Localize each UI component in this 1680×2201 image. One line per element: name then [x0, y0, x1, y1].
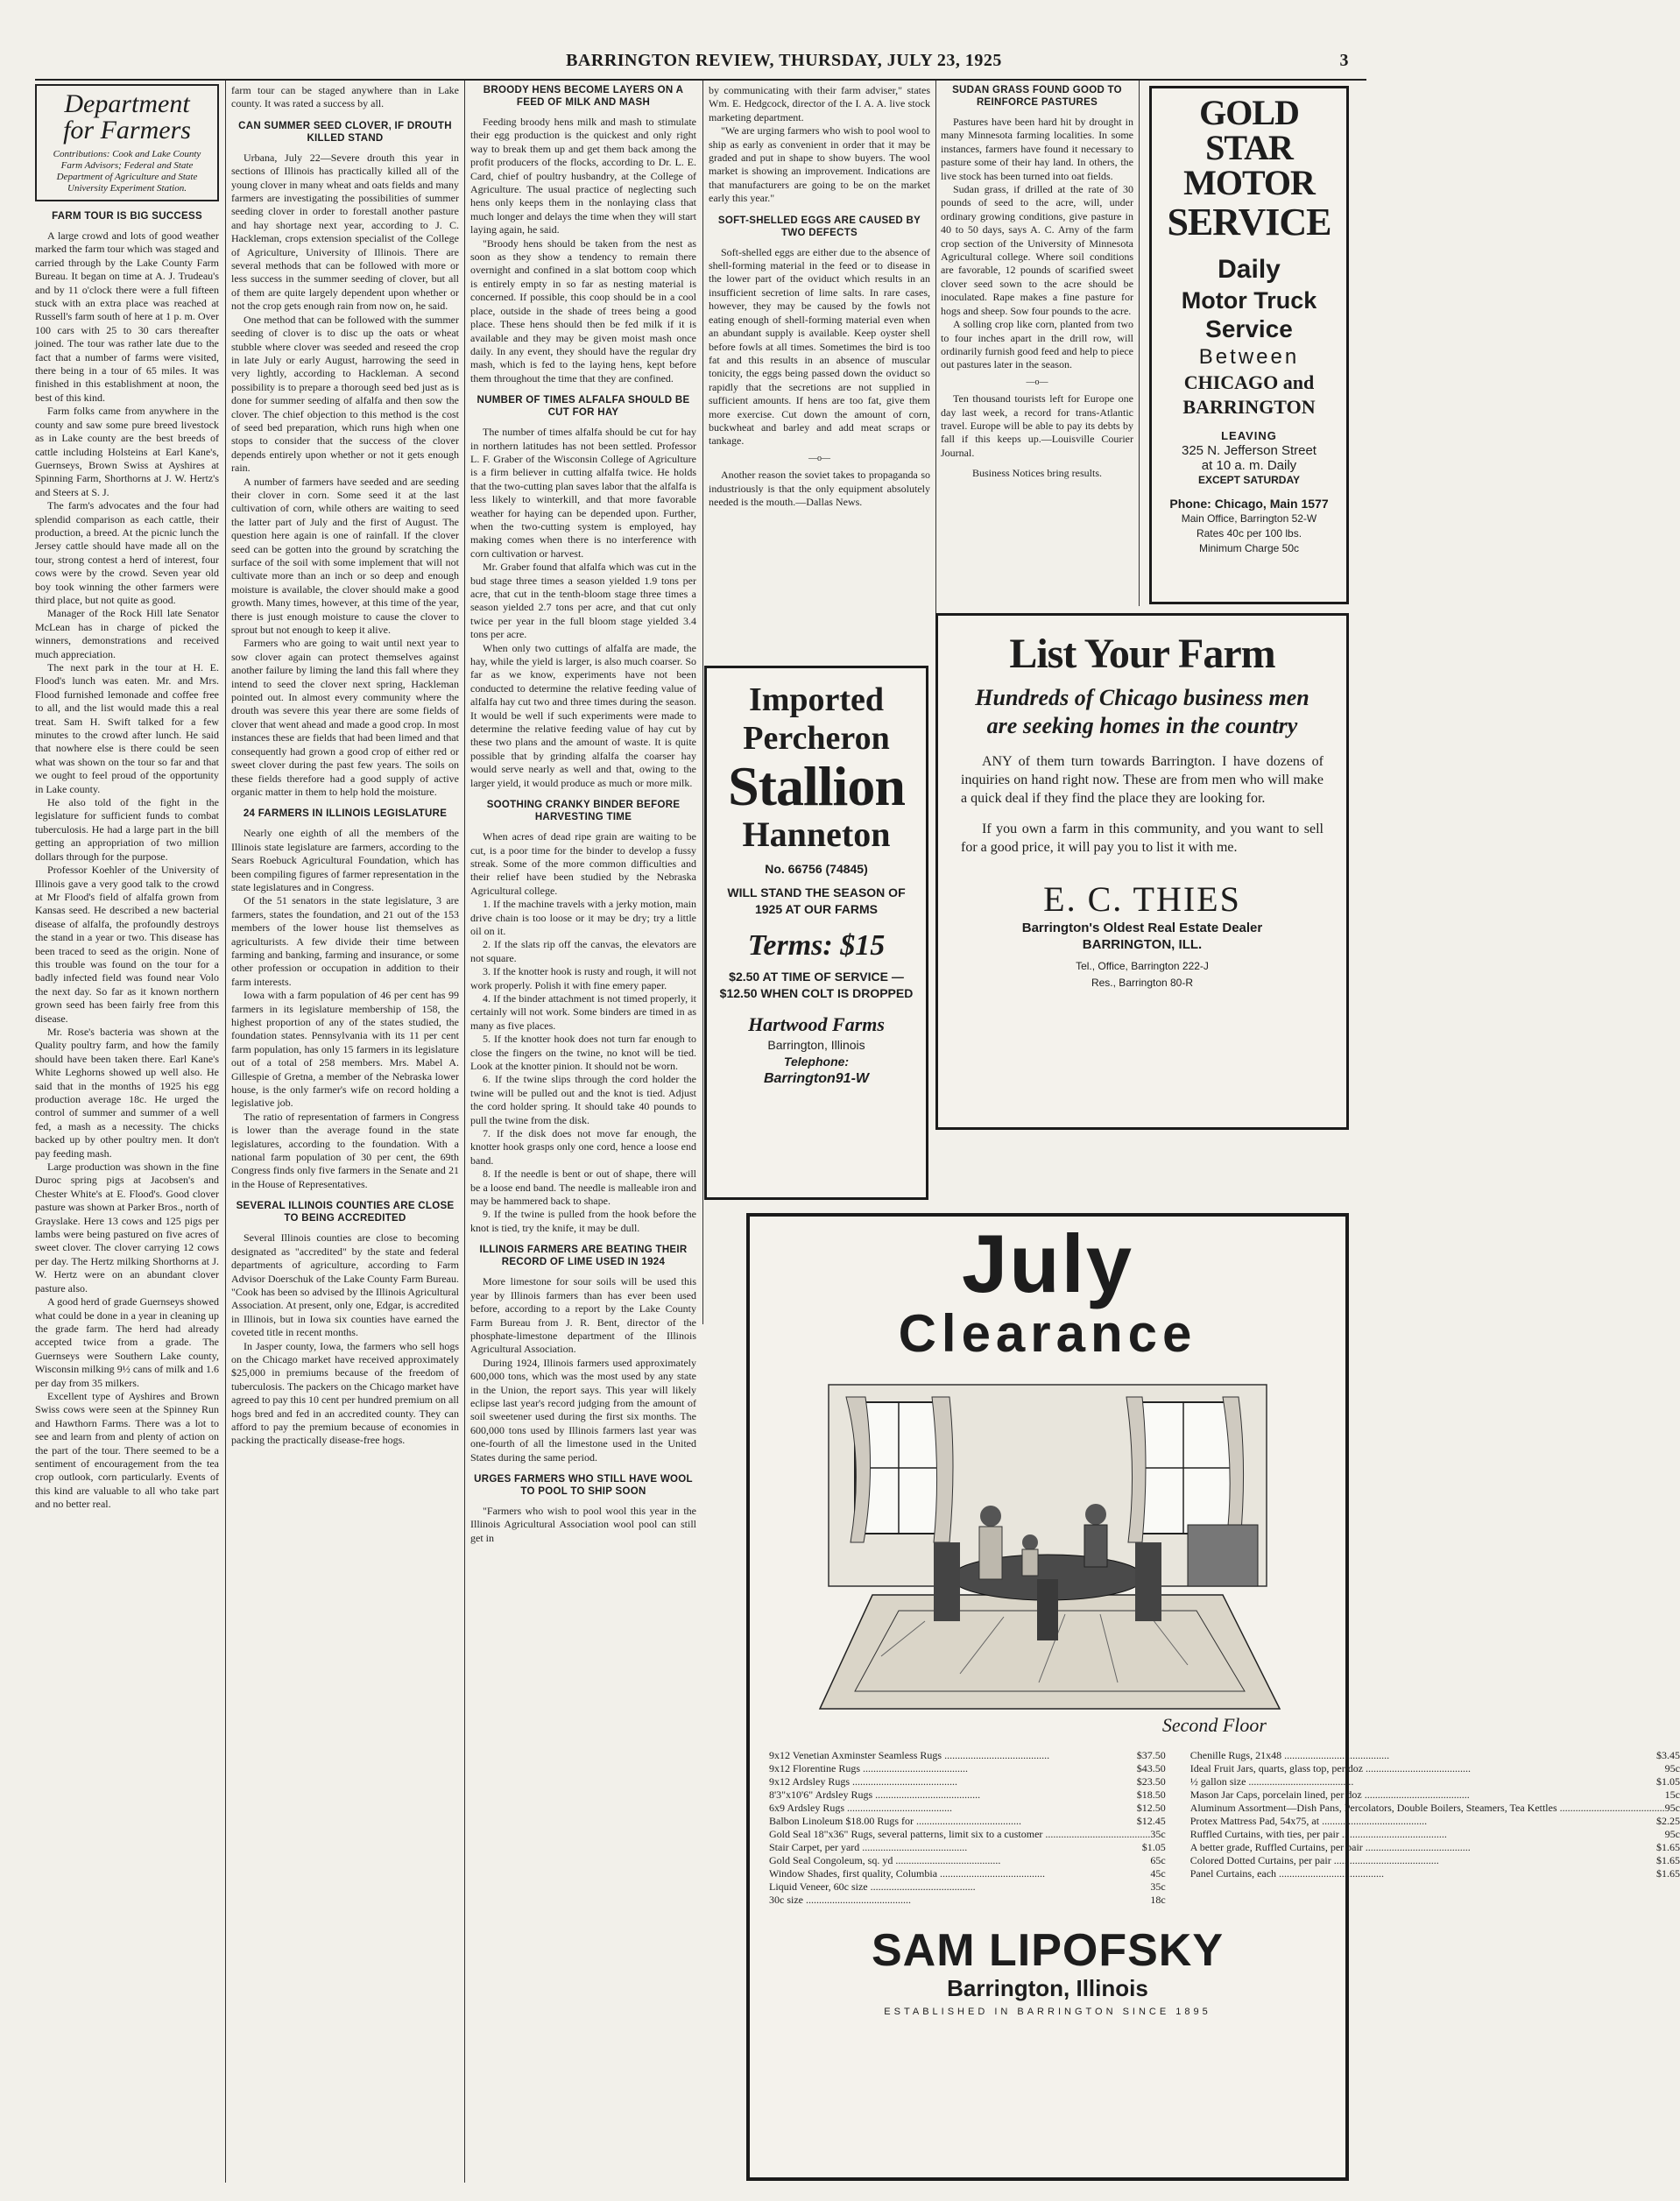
column-1: [35, 84, 219, 2186]
clearance-item-label: Protex Mattress Pad, 54x75, at ........................................: [1189, 1815, 1428, 1827]
article-headline: SOFT-SHELLED EGGS ARE CAUSED BY TWO DEFECTS: [717, 215, 921, 238]
column-rule: [1139, 81, 1140, 606]
gold-star-service-line: Service: [1205, 315, 1293, 342]
clearance-item-label: Aluminum Assortment—Dish Pans, Percolators, Double Boilers, Steamers, Tea Kettles ........................................: [1189, 1802, 1665, 1814]
article-headline: ILLINOIS FARMERS ARE BEATING THEIR RECORD OF LIME USED IN 1924: [479, 1245, 688, 1268]
article-paragraph: farm tour can be staged anywhere than in Lake county. It was rated a success by all.: [231, 84, 459, 110]
gold-star-between: Between: [1198, 345, 1300, 369]
page-number: 3: [1339, 51, 1349, 70]
clearance-item-label: 30c size ........................................: [769, 1894, 911, 1906]
article-paragraph: "Broody hens should be taken from the nest as soon as they show a tendency to remain there overnight and confined in a slat bottom coop which is entirely empty in so far as nesting material is concerned. If possible, this coop should be in a cool place, outside in the shade of trees being a good place. These hens should then be fed milk if it is available and they may be given moist mash once daily. In any event, they should have the regular dry mash, which is fed to the laying hens, kept before them throughout the time that they are confined.: [470, 236, 696, 384]
article-paragraph: Nearly one eighth of all the members of the Illinois state legislature are farmers, according to the Sears Roebuck Agricultural Foundation, which has been compiling figures of farmer representation in the state legislatures and in Congress.: [231, 827, 459, 893]
clearance-item-label: ½ gallon size ........................................: [1189, 1775, 1354, 1788]
article-paragraph: Mr. Rose's bacteria was shown at the Quality poultry farm, and how the family should have been taken there. Earl Kane's White Leghorns showed up well also. He said that in the months of 1925 his egg production average 18c. He urged the control of summer and summer of a well fed, a mash as a necessity. The chicks backed up by other poultry men. It don't pay feeding mash.: [35, 1025, 219, 1160]
article-headline: SOOTHING CRANKY BINDER BEFORE HARVESTING TIME: [486, 800, 681, 823]
list-farm-name: E. C. THIES: [1043, 879, 1241, 919]
clearance-item: [769, 1841, 1166, 1854]
article-paragraph: 6. If the twine slips through the cord holder the twine will be pulled out and the knot is tied. Adjust the cord holder spring. It should take 40 pounds to pull the twine from the disk.: [470, 1073, 696, 1126]
article-paragraph: Farmers who are going to wait until next year to sow clover again can protect themselves against another failure by liming the land this fall where they intend to seed the clover next spring, Hackleman pointed out. In almost every community where the drouth was severe this year there are some fields of clover that went ahead and made a good crop. In most instances these are fields that had been limed and that consequently had grown a good crop of either red or sweet clover during the past few years. The soils on these fields therefore had a good supply of active organic matter in them to help hold the moisture.: [231, 637, 459, 798]
article-paragraph: Farm folks came from anywhere in the county and saw some pure breed livestock as in Lake county are the best breeds of cattle including Holsteins at Earl Kane's, Guernseys, Brown Swiss at Ayshires at Spinning Farm, Shorthorns at J. W. Hertz's and Steers at S. J.: [35, 405, 219, 498]
clearance-item-label: Ideal Fruit Jars, quarts, glass top, per doz ........................................: [1189, 1762, 1472, 1774]
article-paragraph: Of the 51 senators in the state legislature, 3 are farmers, states the foundation, and 21 out of the 153 members of the lower house list themselves as agriculturists. A few divide their time between farming and banking, farming and insurance, or some other profession or occupation in addition to their farm interests.: [231, 894, 459, 988]
stallion-registration: No. 66756 (74845): [765, 862, 868, 876]
article-paragraph: Feeding broody hens milk and mash to stimulate their egg production is the quickest and only right way to break them up and get them back among the profit producers of the flocks, according to Dr. L. E. Card, chief of poultry husbandry, at the College of Agriculture. The usual practice of neglecting such hens only keeps them in the nonlaying class that much longer and delays the time when they will start laying again, he said.: [470, 116, 696, 236]
article-paragraph: More limestone for sour soils will be used this year by Illinois farmers than has ever been used before, according to a report by the Lake County Farm Bureau from J. R. Bent, director of the phosphate-limestone department of the Illinois Agricultural Association.: [470, 1275, 696, 1356]
article-headline: URGES FARMERS WHO STILL HAVE WOOL TO POOL TO SHIP SOON: [474, 1473, 693, 1497]
clearance-item-label: Panel Curtains, each ........................................: [1189, 1867, 1385, 1880]
clearance-item-price: $23.50: [1136, 1775, 1166, 1788]
article-paragraph: Ten thousand tourists left for Europe one day last week, a record for trans-Atlantic travel. Europe will be able to pay its debts by fall if this keeps up.—Louisville Courier Journal.: [941, 392, 1133, 459]
department-contributors: Contributions: Cook and Lake County Farm Advisors; Federal and State Department of Agriculture and State University Experiment Station.: [53, 149, 201, 194]
july-clearance-ad: [746, 1213, 1680, 2181]
article-paragraph: 5. If the knotter hook does not turn far enough to close the fingers on the twine, no knot will be tied. Look at the knotter pinion. It should not be worn.: [470, 1033, 696, 1072]
list-farm-sub: Hundreds of Chicago business men are seeking homes in the country: [975, 685, 1309, 738]
article-paragraph: In Jasper county, Iowa, the farmers who sell hogs on the Chicago market have received approximately $25,000 in premiums because of the freedom of tuberculosis. The packers on the Chicago market have agreed to pay this 10 cent per hundred premium on all hogs bred and fed in an accredited county. They can afford to pay the premium because of economies in packing the practically disease-free hogs.: [231, 1339, 459, 1447]
clearance-item-price: 35c: [1150, 1880, 1166, 1893]
clearance-item-price: 95c: [1664, 1828, 1680, 1840]
article-paragraph: 4. If the binder attachment is not timed properly, it certainly will not work. Some binders are timed in as many as five places.: [470, 991, 696, 1032]
clearance-established: ESTABLISHED IN BARRINGTON SINCE 1895: [884, 2007, 1211, 2017]
clearance-item-label: 9x12 Venetian Axminster Seamless Rugs ........................................: [769, 1749, 1050, 1761]
article-paragraph: Pastures have been hard hit by drought in many Minnesota farming localities. In some instances, farmers have found it necessary to pasture some of their hay land. In others, the live stock has been turned into oat fields.: [941, 116, 1133, 182]
clearance-item-label: Ruffled Curtains, with ties, per pair ........................................: [1189, 1828, 1447, 1840]
clearance-item-label: Stair Carpet, per yard ........................................: [769, 1841, 968, 1853]
clearance-item-label: Gold Seal 18"x36" Rugs, several patterns, limit six to a customer ........................................: [769, 1828, 1151, 1840]
gold-star-truck: Motor Truck: [1181, 287, 1317, 314]
clearance-item: [769, 1880, 1166, 1894]
article-paragraph: 2. If the slats rip off the canvas, the elevators are not square.: [470, 938, 696, 964]
masthead: [219, 51, 1349, 77]
clearance-item-label: Balbon Linoleum $18.00 Rugs for ........................................: [769, 1815, 1021, 1827]
article-paragraph: Another reason the soviet takes to propaganda so industriously is that the only equipment absolutely needed is the mouth.—Dallas News.: [709, 469, 930, 508]
gold-star-phone: Phone: Chicago, Main 1577: [1169, 497, 1329, 511]
clearance-item-price: 65c: [1150, 1854, 1166, 1866]
stallion-stand: WILL STAND THE SEASON OF 1925 AT OUR FARMS: [727, 885, 906, 916]
stallion-fee: $2.50 AT TIME OF SERVICE — $12.50 WHEN COLT IS DROPPED: [719, 970, 914, 1000]
article-paragraph: A good herd of grade Guernseys showed what could be done in a year in cleaning up the grade farm. The herd had already accepted twice from a grade. The Guernseys were Southern Lake county, Wisconsin milking 9½ cans of milk and 1.6 per day from 35 milkers.: [35, 1295, 219, 1389]
article-paragraph: A large crowd and lots of good weather marked the farm tour which was staged and carried through by the Lake County Farm Bureau. It began on time at A. J. Trudeau's and by 11 o'clock there were a full fifteen stuck with an extra place was reached at Russell's farm south of here at 1 p. m. Over 100 cars with 25 to 30 cars thereafter joined. The tour was rather late due to the fact that a number of farms were visited, there being in a tour of 65 miles. It was finished in this establishment at noon, the best of this kind.: [35, 229, 219, 404]
clearance-item-label: Window Shades, first quality, Columbia ........................................: [769, 1867, 1046, 1880]
clearance-floor: Second Floor: [1161, 1714, 1267, 1736]
clearance-item-label: Chenille Rugs, 21x48 ........................................: [1189, 1749, 1390, 1761]
clearance-item: [769, 1854, 1166, 1867]
gold-star-time: at 10 a. m. Daily: [1201, 458, 1297, 473]
article-paragraph: "We are urging farmers who wish to pool wool to ship as early as convenient in order that it may be graded and put in shape to show buyers. The wool market is showing an improvement. Indications are that manufacturers are going to be on the market early this year.": [709, 124, 930, 205]
dining-room-illustration-svg: [802, 1376, 1293, 1709]
list-farm-res: Res., Barrington 80-R: [1091, 977, 1194, 989]
article-paragraph: Urbana, July 22—Severe drouth this year in sections of Illinois has practically killed all of the young clover in many wheat and oats fields and many farmers are investigating the possibilities of summer seeding clover in order to forestall another pasture and hay shortage next year, according to J. C. Hackleman, crops extension specialist of the College of Agriculture, University of Illinois. There are several methods that can be followed with more or less success in the summer seeding of clover, but all of them are quite largely dependent upon whether or not the crop gets enough rain from now on, he said.: [231, 151, 459, 313]
article-headline: CAN SUMMER SEED CLOVER, IF DROUTH KILLED STAND: [238, 120, 452, 144]
clearance-item: [769, 1788, 1166, 1802]
list-farm-body2: If you own a farm in this community, and you want to sell for a good price, it will pay you to list it with me.: [961, 822, 1324, 855]
clearance-july: July: [961, 1217, 1134, 1309]
article-paragraph: One method that can be followed with the summer seeding of clover is to disc up the oats or wheat stubble where clover was seeded and reseed the crop in late July or early August, harrowing the seed in very lightly, according to Hackleman. A second possibility is to prepare a thorough seed bed just as is done for summer seeding of alfalfa and then sow the clover. The chief objection to this method is the cost of seed bed preparation, which runs high when one stops to consider that the success of the clover depends entirely upon whether or not it gets enough rain.: [231, 313, 459, 475]
article-paragraph: Soft-shelled eggs are either due to the absence of shell-forming material in the feed or to disease in the lower part of the oviduct which results in an insufficient secretion of lime salts. In rare cases, however, they may be caused by the fowls not eating enough of shell-forming material even when an abundant supply is available. Keep oyster shell before fowls at all times. Sometimes the bird is too fat and this results in an absence of muscular tonicity, the eggs being passed down the oviduct so rapidly that the secretions are not supplied in sufficient amounts. If hens are too fat, give them more exercise. Cut down the amount of corn, buckwheat and barley and add meat scraps or tankage.: [709, 245, 930, 448]
clearance-item: [1190, 1841, 1680, 1854]
list-farm-title: List Your Farm: [1009, 631, 1275, 677]
article-paragraph: A number of farmers have seeded and are seeding their clover in corn. Some seed it at the last cultivation of corn, while others are waiting to seed the latter part of July and the first of August. The question here again is one of rainfall. If the clover seed can be gotten into the ground by scratching the surface of the soil with some implement that will not cultivate more than an inch or so deep and enough moisture is available, the clover should make a good growth. Many times, however, at this time of the year, there is just enough moisture to cause the clover to sprout but not enough to keep it alive.: [231, 475, 459, 637]
clearance-item-label: A better grade, Ruffled Curtains, per pair ........................................: [1189, 1841, 1471, 1853]
article-paragraph: Sudan grass, if drilled at the rate of 30 pounds of seed to the acre, will, under ordinary growing conditions, give pasture in 40 to 50 days, says A. C. Arny of the farm crop section of the University of Minnesota Agricultural college. Where soil conditions are favorable, 12 pounds of scarified sweet clover seed sown to the acre should be inoculated. Rape makes a fine pasture for hogs and sheep. Sow four pounds to the acre.: [941, 183, 1133, 317]
article-paragraph: The ratio of representation of farmers in Congress is lower than the average found in the state legislatures, according to the foundation. With a national farm population of 30 per cent, the 69th Congress finds only five farmers in the Senate and 21 in the House of Representatives.: [231, 1110, 459, 1190]
stallion-tel-label: Telephone:: [783, 1055, 850, 1069]
clearance-item-price: $43.50: [1136, 1762, 1166, 1774]
list-your-farm-ad: [935, 613, 1349, 1130]
column-3: [470, 84, 696, 2186]
masthead-title: BARRINGTON REVIEW, THURSDAY, JULY 23, 1925: [566, 51, 1002, 70]
clearance-item-price: $1.05: [1141, 1841, 1166, 1853]
stallion-terms: Terms: $15: [747, 929, 886, 962]
article-paragraph: A solling crop like corn, planted from two to four inches apart in the drill row, will ordinarily furnish good feed and help to piece out pastures later in the season.: [941, 318, 1133, 371]
article-paragraph: 9. If the twine is pulled from the hook before the knot is tied, try the knife, it may be dull.: [470, 1208, 696, 1234]
gold-star-title: GOLD STAR: [1199, 93, 1299, 167]
list-farm-tel: Tel., Office, Barrington 222-J: [1076, 960, 1209, 972]
article-paragraph: The number of times alfalfa should be cut for hay in northern latitudes has not been settled. Professor L. F. Graber of the Wisconsin College of Agriculture is a firm believer in cutting alfalfa twice. He holds that the two-cutting plan saves labor that the alfalfa is less likely to winterkill, and that more favorable weather for haying can be depended upon. Further, when the two-cutting system is employed, hay making comes when there is no interference with corn cultivation or harvest.: [470, 426, 696, 560]
article-paragraph: Professor Koehler of the University of Illinois gave a very good talk to the crowd at Mr Flood's field of alfalfa grown from Kansas seed. He described a new bacterial disease of alfalfa, the profoundly destroys the stand in a year or two. This disease has been traced to seed as the origin. None of this trouble was found on the tour for a badly infected field was found near Volo the next day. So far as it known northern grown seed has been fairly free from this disease.: [35, 864, 219, 1025]
article-headline: BROODY HENS BECOME LAYERS ON A FEED OF MILK AND MASH: [483, 85, 684, 108]
clearance-item-label: 6x9 Ardsley Rugs ........................................: [769, 1802, 953, 1814]
article-paragraph: Several Illinois counties are close to becoming designated as "accredited" by the state and federal departments of agriculture, according to Farm Advisor Doerschuk of the Lake County Farm Bureau. "Cook has been so advised by the Illinois Agricultural Association. At present, only one, Edgar, is accredited in Illinois, but in Iowa six counties have earned the coveted title in recent months.: [231, 1231, 459, 1339]
clearance-item-label: Liquid Veneer, 60c size ........................................: [769, 1880, 976, 1893]
clearance-item-price: $12.45: [1136, 1815, 1166, 1827]
clearance-item-label: Gold Seal Congoleum, sq. yd ........................................: [769, 1854, 1001, 1866]
article-paragraph: Large production was shown in the fine Duroc spring pigs at Jacobsen's and Chester White's at E. Flood's. Good clover pasture was shown at Parker Bros., north of Grayslake. Here 13 cows and 125 pigs per lambs were being pastured on five acres of sweet clover. The clover carrying 12 cows per day. The Hertz milking Shorthorns at J. W. Hertz were on an abundant clover pasture also.: [35, 1160, 219, 1294]
stallion-tel: Barrington91-W: [764, 1071, 869, 1086]
article-paragraph: "Farmers who wish to pool wool this year in the Illinois Agricultural Association wool pool can still get in: [470, 1504, 696, 1544]
masthead-rule: [35, 79, 1366, 81]
gold-star-except: EXCEPT SATURDAY: [1197, 474, 1301, 486]
clearance-right-list: [1190, 1749, 1680, 1907]
clearance-item: [1190, 1828, 1680, 1841]
stallion-town: Barrington, Illinois: [767, 1038, 865, 1052]
clearance-store-name: SAM LIPOFSKY: [871, 1925, 1225, 1976]
gold-star-address: 325 N. Jefferson Street: [1182, 443, 1316, 458]
column-5: SUDAN GRASS FOUND GOOD TO REINFORCE PASTURES Pastures have been hard hit by drought in many Minnesota farming localities. In some instances, farmers have found it necessary to pasture some of their hay land. In others, the live stock has been turned into oat fields. Sudan grass, if drilled at the rate of 30 pounds of seed to the acre, will, under ordinary growing conditions, give pasture in 40 to 50 days, says A. C. Arny of the farm crop section of the University of Minnesota Agricultural college. Where soil conditions are favorable, 12 pounds of scarified sweet clover seed sown to the acre should be inoculated. Rape makes a fine pasture for hogs and sheep. Sow four pounds to the acre. A solling crop like corn, planted from two to four inches apart in the drill row, will ordinarily furnish good feed and help to piece out pastures later in the season. —o— Ten thousand tourists left for Europe one day last week, a record for trans-Atlantic travel. Europe will be able to pay its debts by fall if this keeps up.—Louisville Courier Journal. Business Notices bring results.: [941, 85, 1133, 480]
stallion-title: Stallion: [728, 755, 905, 817]
article-paragraph: Iowa with a farm population of 46 per cent has 99 farmers in its legislature membership of 158, the highest proportion of any of the states studied, the foundation states. Pennsylvania with its 11 per cent farm population, has only 15 farmers in its legislature out of a total of 258 members. Mrs. Mabel A. Gillespie of Gretna, a member of the Nebraska lower house, is the only farmer's wife on record holding a legislative job.: [231, 989, 459, 1110]
article-paragraph: 8. If the needle is bent or out of shape, there will be a loose end band. The needle is malleable iron and may be hammered back to shape.: [470, 1168, 696, 1208]
article-paragraph: The farm's advocates and the four had splendid comparison as each cattle, their production, a breed. At the picnic lunch the Jersey cattle should have made all on the tour, strong contest a herd of interest, four cows were by the crowd. Seven year old boy took winning the other farmers were third place, but not quite as good.: [35, 499, 219, 606]
article-paragraph: During 1924, Illinois farmers used approximately 600,000 tons, which was the most used by any state in the Union, the report says. This year will likely eclipse last year's record judging from the amount of soil sweetener used during the first six months. The 600,000 tons used by Illinois farmers last year was one-fourth of all the limestone used in the United States during the same period.: [470, 1356, 696, 1464]
clearance-item-price: $1.65: [1655, 1841, 1680, 1853]
stallion-ad: [704, 666, 928, 1200]
clearance-item: [769, 1815, 1166, 1828]
column-rule: [935, 81, 936, 659]
dining-room-illustration: [802, 1376, 1293, 1709]
article-paragraph: 3. If the knotter hook is rusty and rough, it will not work properly. Polish it with fine emery paper.: [470, 965, 696, 991]
column-rule: [225, 81, 226, 2183]
clearance-item: [1190, 1815, 1680, 1828]
clearance-item-label: Mason Jar Caps, porcelain lined, per doz ........................................: [1189, 1788, 1470, 1801]
clearance-item: [1190, 1762, 1680, 1775]
article-paragraph: Manager of the Rock Hill late Senator McLean has in charge of picked the winners, demonstrations and received much appreciation.: [35, 607, 219, 660]
clearance-item: [1190, 1749, 1680, 1762]
clearance-item-label: Colored Dotted Curtains, per pair ........................................: [1189, 1854, 1439, 1866]
clearance-item: [1190, 1775, 1680, 1788]
clearance-item-price: 35c: [1150, 1828, 1166, 1840]
clearance-item: [1190, 1788, 1680, 1802]
article-paragraph: Mr. Graber found that alfalfa which was cut in the bud stage three times a season yielded 1.9 tons per acre, that cut in the tenth-bloom stage three times a season yielded 2.7 tons per acre, and that cut only twice per year in the full bloom stage yielded 3.4 tons per acre.: [470, 561, 696, 641]
article-paragraph: When acres of dead ripe grain are waiting to be cut, is a poor time for the binder to develop a fussy streak. Some of the more common difficulties and their relief have been studied by the Nebraska Agricultural college.: [470, 830, 696, 897]
clearance-price-lists: [750, 1749, 1680, 1907]
clearance-item-price: 18c: [1150, 1894, 1166, 1906]
department-title-line2: for Farmers: [63, 116, 191, 145]
stallion-imported: Imported: [748, 681, 885, 718]
article-headline: NUMBER OF TIMES ALFALFA SHOULD BE CUT FOR HAY: [476, 395, 690, 419]
clearance-item-price: 15c: [1664, 1788, 1680, 1801]
gold-star-daily: Daily: [1218, 255, 1281, 284]
article-headline: SUDAN GRASS FOUND GOOD TO REINFORCE PASTURES: [952, 85, 1122, 108]
gold-star-office: Main Office, Barrington 52-W: [1181, 512, 1317, 525]
stallion-farm: Hartwood Farms: [748, 1013, 885, 1035]
list-farm-body1: ANY of them turn towards Barrington. I have dozens of inquiries on hand right now. These are from men who will make a quick deal if they find the place they are looking for.: [961, 754, 1324, 806]
stallion-percheron: Percheron: [743, 720, 890, 757]
clearance-item-label: 9x12 Florentine Rugs ........................................: [769, 1762, 968, 1774]
clearance-item: [769, 1867, 1166, 1880]
clearance-item-price: $12.50: [1136, 1802, 1166, 1814]
clearance-item-price: $37.50: [1136, 1749, 1166, 1761]
clearance-item-price: $2.25: [1655, 1815, 1680, 1827]
clearance-item-price: 95c: [1664, 1762, 1680, 1774]
clearance-item: [1190, 1867, 1680, 1880]
article-paragraph: Excellent type of Ayshires and Brown Swiss cows were seen at the Spinney Run and Hawthorn Farms. There was a lot to see and learn from and plenty of action on the part of the tour. There seemed to be a sentiment of encouragement from the tea crop outlook, corn particularly. Events of this kind are valuable to all who take part and no better real.: [35, 1389, 219, 1511]
clearance-item: [769, 1749, 1166, 1762]
clearance-item: [769, 1762, 1166, 1775]
clearance-item: [769, 1775, 1166, 1788]
article-headline: 24 FARMERS IN ILLINOIS LEGISLATURE: [243, 808, 448, 820]
article-paragraph: When only two cuttings of alfalfa are made, the hay, while the yield is larger, is also much coarser. So far as we know, experiments have not been conducted to determine the relative feeding value of alfalfa hay cut two and three times during the season. It would be well if such experiments were made to determine the relative feeding value of hay cut by these two plans and the amount of waste. It is quite possible that by grinding alfalfa the coarser hay would serve nearly as well and that, owing to the larger yield, it would produce as much or more milk.: [470, 641, 696, 789]
clearance-item-price: $1.65: [1655, 1867, 1680, 1880]
column-2: [231, 84, 459, 2186]
clearance-item-price: 45c: [1150, 1867, 1166, 1880]
department-heading: [35, 84, 219, 201]
article-paragraph: He also told of the fight in the legislature for sufficient funds to combat tuberculosis. He had a large part in the bill getting an appropriation of two million dollars through for the purpose.: [35, 796, 219, 863]
clearance-item: [1190, 1854, 1680, 1867]
article-paragraph: 1. If the machine travels with a jerky motion, main drive chain is too loose or it may be dry; try a little oil on it.: [470, 898, 696, 937]
article-paragraph: 7. If the disk does not move far enough, the knotter hook grasps only one cord, hence a loose end band.: [470, 1127, 696, 1167]
clearance-item-price: $1.05: [1655, 1775, 1680, 1788]
clearance-item-price: $1.65: [1655, 1854, 1680, 1866]
clearance-left-list: [769, 1749, 1166, 1907]
clearance-item-label: 8'3"x10'6" Ardsley Rugs ........................................: [769, 1788, 981, 1801]
column-rule: [702, 81, 703, 1324]
article-headline: SEVERAL ILLINOIS COUNTIES ARE CLOSE TO BEING ACCREDITED: [236, 1201, 455, 1224]
gold-star-barrington: BARRINGTON: [1182, 396, 1316, 418]
list-farm-town: BARRINGTON, ILL.: [1082, 937, 1203, 952]
gold-star-motor: MOTOR: [1183, 163, 1315, 202]
column-4: by communicating with their farm adviser," states Wm. E. Hedgcock, director of the I. A. A. live stock marketing department. "We are urging farmers who wish to pool wool to ship as early as convenient in order that it may be graded and put in shape to show buyers. The wool market is showing an improvement. Indications are that manufacturers are going to be on the market early this year." SOFT-SHELLED EGGS ARE CAUSED BY TWO DEFECTS Soft-shelled eggs are either due to the absence of shell-forming material in the feed or to disease in the lower part of the oviduct which results in an insufficient secretion of lime salts. In rare cases, however, they may be caused by the fowls not eating enough of shell-forming material even when an abundant supply is available. Keep oyster shell before fowls at all times. Sometimes the bird is too fat and this results in an absence of muscular tonicity, the eggs being passed down the oviduct so rapidly that the secretions are not supplied in sufficient amounts. If hens are too fat, give them more exercise. Cut down the amount of corn, buckwheat and barley and add meat scraps or tankage. —o— Another reason the soviet takes to propaganda so industriously is that the only equipment absolutely needed is the mouth.—Dallas News.: [709, 84, 930, 508]
gold-star-ad: [1149, 86, 1349, 604]
gold-star-chicago: CHICAGO and: [1183, 371, 1315, 393]
article-paragraph: The next park in the tour at H. E. Flood's lunch was eaten. Mr. and Mrs. Flood furnished lemonade and coffee free to all, and the list would made this a real treat. Sam H. Swift talked for a few minutes to the crowd after lunch. He said that nowhere else is there could be seen what was shown on the tour so far and that we ought to feel proud of the opportunity in Lake county.: [35, 661, 219, 795]
clearance-item: [769, 1802, 1166, 1815]
clearance-item-price: 95c: [1664, 1802, 1680, 1814]
business-notices: Business Notices bring results.: [972, 467, 1102, 480]
article-headline: FARM TOUR IS BIG SUCCESS: [52, 211, 202, 222]
clearance-item: [769, 1894, 1166, 1907]
clearance-item-label: 9x12 Ardsley Rugs ........................................: [769, 1775, 958, 1788]
article-paragraph: by communicating with their farm adviser," states Wm. E. Hedgcock, director of the I. A. A. live stock marketing department.: [709, 84, 930, 123]
gold-star-rates: Rates 40c per 100 lbs.: [1196, 527, 1302, 540]
clearance-item-price: $3.45: [1655, 1749, 1680, 1761]
clearance-item-price: $18.50: [1136, 1788, 1166, 1801]
clearance-item: [769, 1828, 1166, 1841]
clearance-title: Clearance: [898, 1304, 1197, 1363]
gold-star-minimum: Minimum Charge 50c: [1198, 542, 1300, 554]
gold-star-leaving: LEAVING: [1221, 429, 1277, 442]
department-title-line1: Department: [64, 89, 190, 118]
clearance-town: Barrington, Illinois: [947, 1975, 1148, 2001]
list-farm-desc: Barrington's Oldest Real Estate Dealer: [1021, 921, 1263, 935]
clearance-item: [1190, 1802, 1680, 1815]
gold-star-service: SERVICE: [1167, 201, 1331, 243]
column-rule: [464, 81, 465, 2183]
stallion-name: Hanneton: [742, 815, 891, 854]
